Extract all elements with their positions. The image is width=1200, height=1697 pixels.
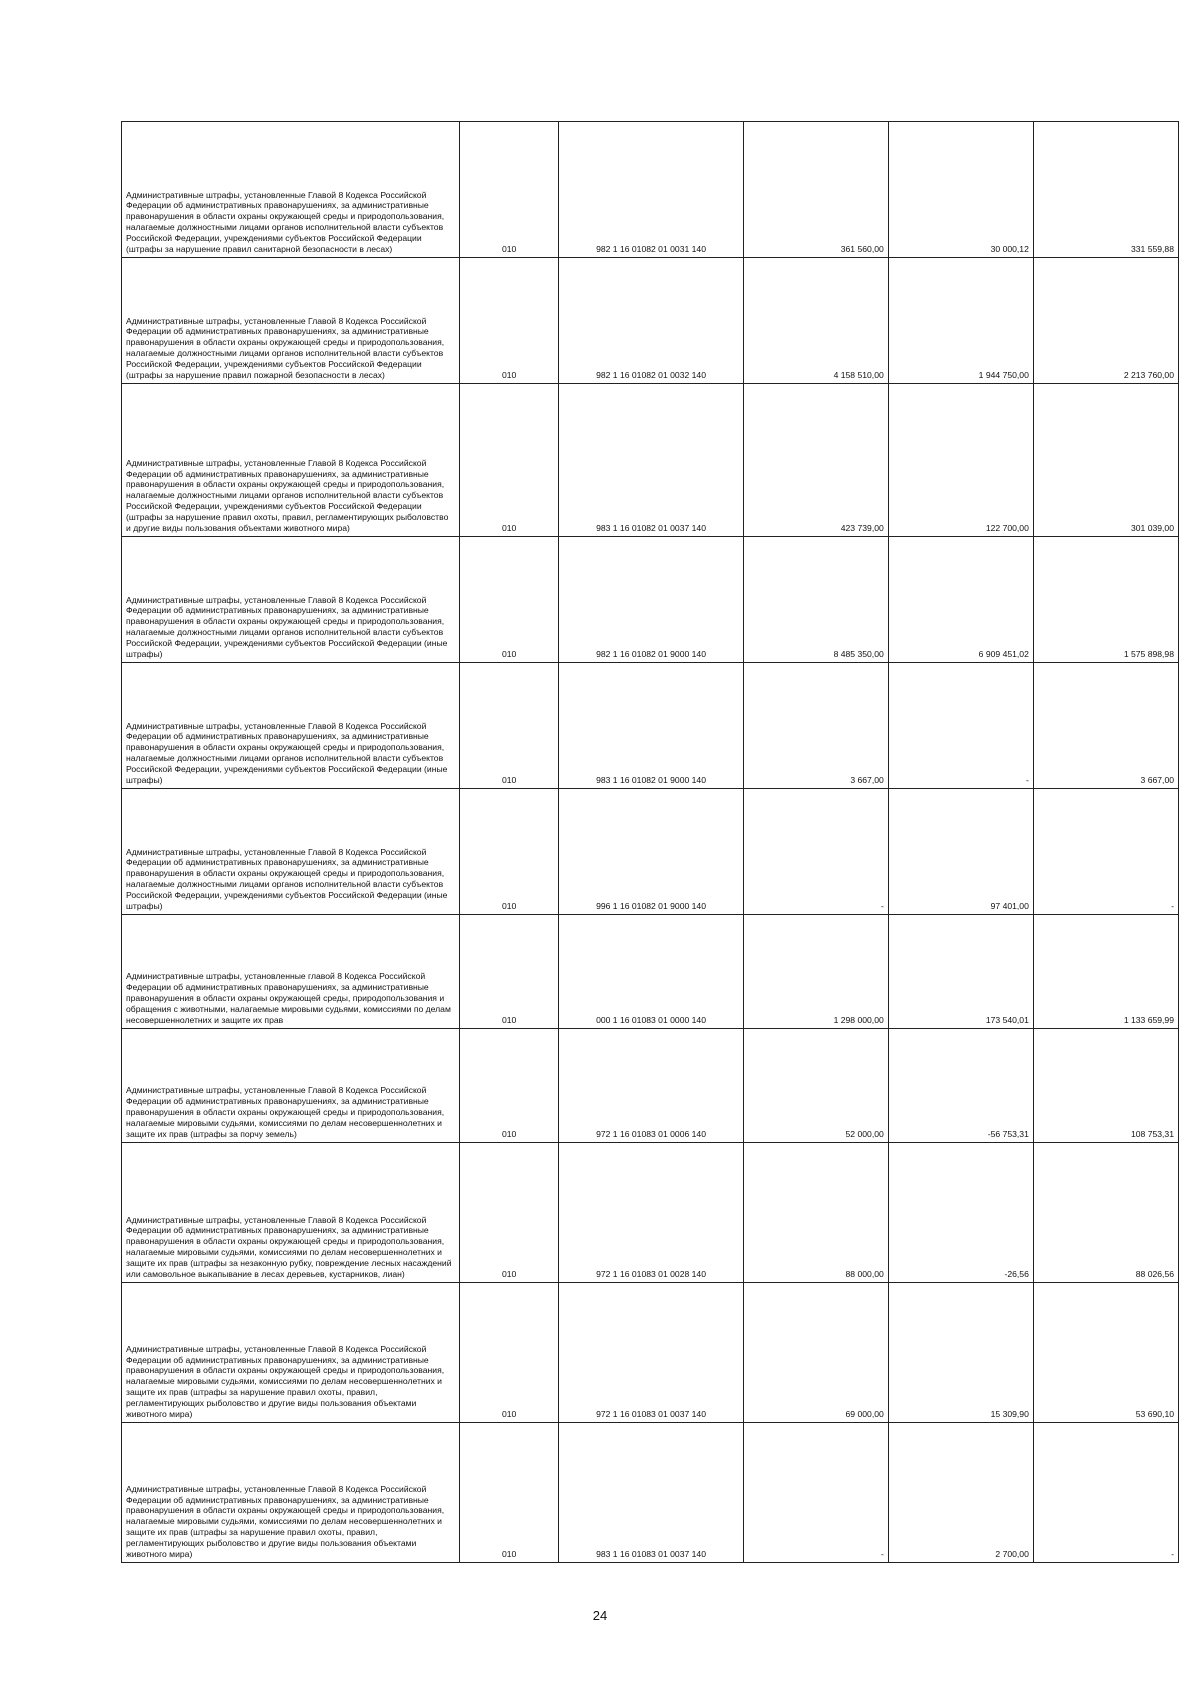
unexecuted-amount-cell: 3 667,00 xyxy=(1033,663,1178,789)
budget-code-cell: 983 1 16 01082 01 9000 140 xyxy=(559,663,743,789)
unexecuted-amount-cell: 88 026,56 xyxy=(1033,1143,1178,1283)
unexecuted-amount-cell: - xyxy=(1033,789,1178,915)
executed-amount-cell: 97 401,00 xyxy=(888,789,1033,915)
unexecuted-amount-cell: 53 690,10 xyxy=(1033,1283,1178,1423)
executed-amount-cell: -56 753,31 xyxy=(888,1029,1033,1143)
budget-code-cell: 000 1 16 01083 01 0000 140 xyxy=(559,915,743,1029)
approved-amount-cell: 88 000,00 xyxy=(743,1143,888,1283)
approved-amount-cell: 1 298 000,00 xyxy=(743,915,888,1029)
row-name-cell: Административные штрафы, установленные Главой 8 Кодекса Российской Федерации об административных правонарушениях, за административные правонарушения в области охраны окружающей среды и природопользования, налагаемые должностными лицами органов исполнительной власти субъектов Российской Федерации, учреждениями субъектов Российской Федерации (штрафы за нарушение правил санитарной безопасности в лесах) xyxy=(122,122,460,258)
row-name-cell: Административные штрафы, установленные Главой 8 Кодекса Российской Федерации об административных правонарушениях, за административные правонарушения в области охраны окружающей среды и природопользования, налагаемые мировыми судьями, комиссиями по делам несовершеннолетних и защите их прав (штрафы за нарушение правил охоты, правил, регламентирующих рыболовство и другие виды пользования объектами животного мира) xyxy=(122,1423,460,1563)
line-code-cell: 010 xyxy=(459,384,559,537)
table-row xyxy=(122,537,1179,663)
executed-amount-cell: 173 540,01 xyxy=(888,915,1033,1029)
line-code-cell: 010 xyxy=(459,663,559,789)
budget-code-cell: 982 1 16 01082 01 9000 140 xyxy=(559,537,743,663)
executed-amount-cell: 2 700,00 xyxy=(888,1423,1033,1563)
approved-amount-cell: 8 485 350,00 xyxy=(743,537,888,663)
row-name-cell: Административные штрафы, установленные Главой 8 Кодекса Российской Федерации об административных правонарушениях, за административные правонарушения в области охраны окружающей среды и природопользования, налагаемые мировыми судьями, комиссиями по делам несовершеннолетних и защите их прав (штрафы за порчу земель) xyxy=(122,1029,460,1143)
row-name-cell: Административные штрафы, установленные Главой 8 Кодекса Российской Федерации об административных правонарушениях, за административные правонарушения в области охраны окружающей среды и природопользования, налагаемые должностными лицами органов исполнительной власти субъектов Российской Федерации, учреждениями субъектов Российской Федерации (штрафы за нарушение правил охоты, правил, регламентирующих рыболовство и другие виды пользования объектами животного мира) xyxy=(122,384,460,537)
executed-amount-cell: 1 944 750,00 xyxy=(888,258,1033,384)
approved-amount-cell: - xyxy=(743,1423,888,1563)
table-row xyxy=(122,384,1179,537)
unexecuted-amount-cell: - xyxy=(1033,1423,1178,1563)
table-row xyxy=(122,122,1179,258)
table-row xyxy=(122,1283,1179,1423)
line-code-cell: 010 xyxy=(459,258,559,384)
line-code-cell: 010 xyxy=(459,537,559,663)
row-name-cell: Административные штрафы, установленные Главой 8 Кодекса Российской Федерации об административных правонарушениях, за административные правонарушения в области охраны окружающей среды и природопользования, налагаемые мировыми судьями, комиссиями по делам несовершеннолетних и защите их прав (штрафы за нарушение правил охоты, правил, регламентирующих рыболовство и другие виды пользования объектами животного мира) xyxy=(122,1283,460,1423)
approved-amount-cell: 69 000,00 xyxy=(743,1283,888,1423)
line-code-cell: 010 xyxy=(459,1283,559,1423)
line-code-cell: 010 xyxy=(459,1423,559,1563)
executed-amount-cell: -26,56 xyxy=(888,1143,1033,1283)
approved-amount-cell: - xyxy=(743,789,888,915)
unexecuted-amount-cell: 2 213 760,00 xyxy=(1033,258,1178,384)
budget-code-cell: 972 1 16 01083 01 0028 140 xyxy=(559,1143,743,1283)
budget-code-cell: 972 1 16 01083 01 0006 140 xyxy=(559,1029,743,1143)
unexecuted-amount-cell: 1 133 659,99 xyxy=(1033,915,1178,1029)
line-code-cell: 010 xyxy=(459,1143,559,1283)
row-name-cell: Административные штрафы, установленные главой 8 Кодекса Российской Федерации об административных правонарушениях, за административные правонарушения в области охраны окружающей среды, природопользования и обращения с животными, налагаемые мировыми судьями, комиссиями по делам несовершеннолетних и защите их прав xyxy=(122,915,460,1029)
row-name-cell: Административные штрафы, установленные Главой 8 Кодекса Российской Федерации об административных правонарушениях, за административные правонарушения в области охраны окружающей среды и природопользования, налагаемые должностными лицами органов исполнительной власти субъектов Российской Федерации, учреждениями субъектов Российской Федерации (штрафы за нарушение правил пожарной безопасности в лесах) xyxy=(122,258,460,384)
table-body xyxy=(122,122,1179,1563)
row-name-cell: Административные штрафы, установленные Главой 8 Кодекса Российской Федерации об административных правонарушениях, за административные правонарушения в области охраны окружающей среды и природопользования, налагаемые мировыми судьями, комиссиями по делам несовершеннолетних и защите их прав (штрафы за незаконную рубку, повреждение лесных насаждений или самовольное выкапывание в лесах деревьев, кустарников, лиан) xyxy=(122,1143,460,1283)
budget-code-cell: 983 1 16 01082 01 0037 140 xyxy=(559,384,743,537)
budget-code-cell: 982 1 16 01082 01 0032 140 xyxy=(559,258,743,384)
unexecuted-amount-cell: 1 575 898,98 xyxy=(1033,537,1178,663)
table-row xyxy=(122,915,1179,1029)
unexecuted-amount-cell: 331 559,88 xyxy=(1033,122,1178,258)
executed-amount-cell: 30 000,12 xyxy=(888,122,1033,258)
table-row xyxy=(122,1029,1179,1143)
unexecuted-amount-cell: 108 753,31 xyxy=(1033,1029,1178,1143)
approved-amount-cell: 361 560,00 xyxy=(743,122,888,258)
table-row xyxy=(122,1423,1179,1563)
row-name-cell: Административные штрафы, установленные Главой 8 Кодекса Российской Федерации об административных правонарушениях, за административные правонарушения в области охраны окружающей среды и природопользования, налагаемые должностными лицами органов исполнительной власти субъектов Российской Федерации, учреждениями субъектов Российской Федерации (иные штрафы) xyxy=(122,537,460,663)
executed-amount-cell: 15 309,90 xyxy=(888,1283,1033,1423)
approved-amount-cell: 52 000,00 xyxy=(743,1029,888,1143)
row-name-cell: Административные штрафы, установленные Главой 8 Кодекса Российской Федерации об административных правонарушениях, за административные правонарушения в области охраны окружающей среды и природопользования, налагаемые должностными лицами органов исполнительной власти субъектов Российской Федерации, учреждениями субъектов Российской Федерации (иные штрафы) xyxy=(122,663,460,789)
table-row xyxy=(122,789,1179,915)
budget-code-cell: 983 1 16 01083 01 0037 140 xyxy=(559,1423,743,1563)
budget-report-table xyxy=(121,121,1179,1563)
line-code-cell: 010 xyxy=(459,1029,559,1143)
page-number: 24 xyxy=(592,1608,608,1623)
table-row xyxy=(122,1143,1179,1283)
row-name-cell: Административные штрафы, установленные Главой 8 Кодекса Российской Федерации об административных правонарушениях, за административные правонарушения в области охраны окружающей среды и природопользования, налагаемые должностными лицами органов исполнительной власти субъектов Российской Федерации, учреждениями субъектов Российской Федерации (иные штрафы) xyxy=(122,789,460,915)
budget-code-cell: 972 1 16 01083 01 0037 140 xyxy=(559,1283,743,1423)
executed-amount-cell: - xyxy=(888,663,1033,789)
executed-amount-cell: 122 700,00 xyxy=(888,384,1033,537)
approved-amount-cell: 4 158 510,00 xyxy=(743,258,888,384)
line-code-cell: 010 xyxy=(459,915,559,1029)
budget-code-cell: 996 1 16 01082 01 9000 140 xyxy=(559,789,743,915)
line-code-cell: 010 xyxy=(459,789,559,915)
table-row xyxy=(122,258,1179,384)
unexecuted-amount-cell: 301 039,00 xyxy=(1033,384,1178,537)
table-row xyxy=(122,663,1179,789)
budget-code-cell: 982 1 16 01082 01 0031 140 xyxy=(559,122,743,258)
line-code-cell: 010 xyxy=(459,122,559,258)
approved-amount-cell: 3 667,00 xyxy=(743,663,888,789)
executed-amount-cell: 6 909 451,02 xyxy=(888,537,1033,663)
approved-amount-cell: 423 739,00 xyxy=(743,384,888,537)
